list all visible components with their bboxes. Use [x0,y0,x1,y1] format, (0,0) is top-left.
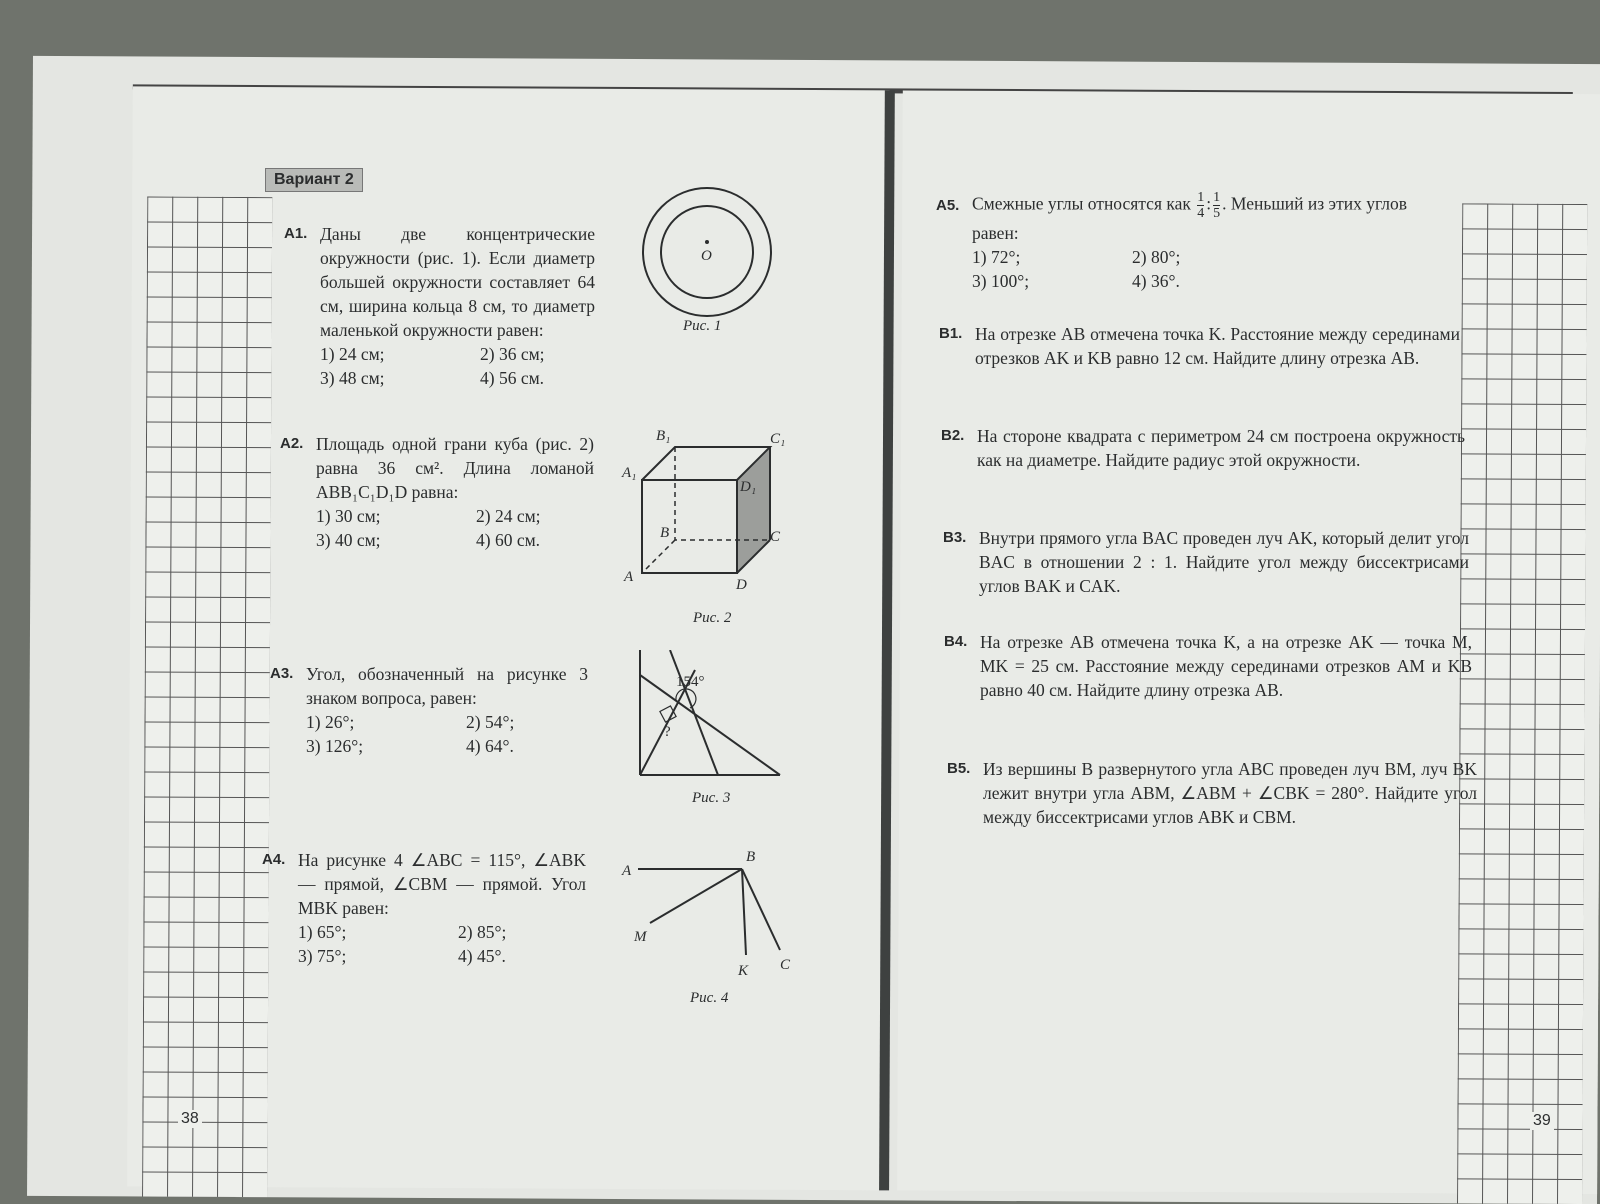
option: 3) 48 см; [320,368,385,388]
fraction-denominator: 5 [1213,206,1221,221]
option: 1) 65°; [298,922,347,942]
ray-bc [742,869,780,950]
option: 2) 80°; [1132,247,1181,267]
option: 2) 85°; [458,922,507,942]
center-point [705,240,709,244]
task-number: A4. [262,851,286,868]
task-text: Угол, обозначенный на рисунке 3 знаком вопроса, равен: [306,664,588,708]
option: 3) 40 см; [316,530,381,550]
task-number: A2. [280,435,304,452]
task-b1 [939,322,1460,370]
task-number: B5. [947,760,971,777]
cube-hidden-edge [642,540,675,573]
task-a1 [284,222,595,390]
answer-options [306,710,588,758]
task-number: B3. [943,529,967,546]
label-b: B [660,525,670,541]
option: 1) 30 см; [316,506,381,526]
option: 1) 72°; [972,247,1021,267]
task-a2 [280,432,594,552]
figure-4-rays [620,845,800,985]
task-number: B1. [939,325,963,342]
task-number: A5. [936,197,960,214]
ray-bk [742,869,746,955]
option: 2) 36 см; [480,344,545,364]
angle-label: 154° [676,674,705,690]
answer-options [972,245,1450,293]
answer-options [298,920,586,968]
ray-bm [650,869,742,923]
task-text [972,190,1450,245]
label-c1: C₁ [770,431,786,447]
label-b: B [746,849,756,865]
page-number-left: 38 [178,1110,202,1128]
option: 3) 100°; [972,271,1030,291]
task-b3 [943,526,1469,598]
crossing-line [670,650,718,775]
option: 1) 26°; [306,712,355,732]
figure-1-concentric-circles [635,180,780,340]
option: 3) 75°; [298,946,347,966]
left-grid-margin [142,196,272,1197]
task-number: A1. [284,225,308,242]
figure-2-cube [620,425,795,600]
task-number: B4. [944,633,968,650]
task-text: На стороне квадрата с периметром 24 см построена окружность как на диаметре. Найдите радиус этой окружности. [977,426,1465,470]
figure-1-caption: Рис. 1 [683,318,722,334]
page-number-right: 39 [1530,1112,1554,1130]
label-m: M [634,929,647,945]
center-label: O [701,248,712,264]
label-a: A [624,569,634,585]
option: 3) 126°; [306,736,364,756]
task-number: A3. [270,665,294,682]
figure-3-caption: Рис. 3 [692,790,731,806]
variant-heading: Вариант 2 [265,168,363,192]
option: 2) 24 см; [476,506,541,526]
figure-3-angles [630,650,790,790]
task-text: Внутри прямого угла BAC проведен луч AK, который делит угол BAC в отношении 2 : 1. Найдите угол между биссектрисами углов BAK и CAK. [979,528,1469,596]
label-c: C [770,529,781,545]
task-text: На отрезке AB отмечена точка K. Расстояние между серединами отрезков AK и KB равно 12 см. Найдите длину отрезка AB. [975,324,1460,368]
fraction-numerator: 1 [1197,190,1205,205]
right-grid-margin [1457,203,1587,1204]
task-b2 [941,424,1465,472]
answer-options [316,504,594,552]
task-text-part: . Меньший из этих углов равен: [972,193,1407,243]
label-a: A [622,863,632,879]
figure-2-caption: Рис. 2 [693,610,732,626]
task-a5 [936,190,1450,293]
label-a1: A₁ [622,465,637,481]
task-b5 [947,757,1477,829]
option: 4) 36°. [1132,271,1180,291]
fraction-denominator: 4 [1197,206,1205,221]
task-b4 [944,630,1472,702]
fraction-numerator: 1 [1213,190,1221,205]
task-number: B2. [941,427,965,444]
task-text: Площадь одной грани куба (рис. 2) равна 36 см². Длина ломаной ABB₁C₁D₁D равна: [316,434,594,502]
option: 4) 56 см. [480,368,545,388]
ratio-separator: : [1206,193,1212,214]
task-text: На отрезке AB отмечена точка K, а на отрезке AK — точка M, MK = 25 см. Расстояние между серединами отрезков AM и KB равно 40 см. Найдите длину отрезка AB. [980,632,1472,700]
task-text: Из вершины B развернутого угла ABC проведен луч BM, луч BK лежит внутри угла ABM, ∠ABM + ∠CBK = 280°. Найдите угол между биссектрисами углов ABK и CBM. [983,759,1477,827]
task-text: На рисунке 4 ∠ABC = 115°, ∠ABK — прямой, ∠CBM — прямой. Угол MBK равен: [298,850,586,918]
task-a4 [262,848,586,968]
label-k: K [738,963,749,979]
answer-options [320,342,595,390]
option: 4) 60 см. [476,530,541,550]
task-text: Даны две концентрические окружности (рис. 1). Если диаметр большей окружности составляет 64 см, ширина кольца 8 см, то диаметр маленькой окружности равен: [320,224,595,340]
label-d: D [736,577,747,593]
label-c: C [780,957,791,973]
question-mark: ? [664,724,671,740]
task-a3 [270,662,588,758]
cube-shaded-face [737,447,770,573]
option: 2) 54°; [466,712,515,732]
hypotenuse [640,675,780,775]
task-text-part: Смежные углы относятся как [972,193,1191,214]
option: 4) 64°. [466,736,514,756]
option: 1) 24 см; [320,344,385,364]
label-b1: B₁ [656,428,671,444]
option: 4) 45°. [458,946,506,966]
cube-front-face [642,480,737,573]
figure-4-caption: Рис. 4 [690,990,729,1006]
label-d1: D₁ [740,479,757,495]
